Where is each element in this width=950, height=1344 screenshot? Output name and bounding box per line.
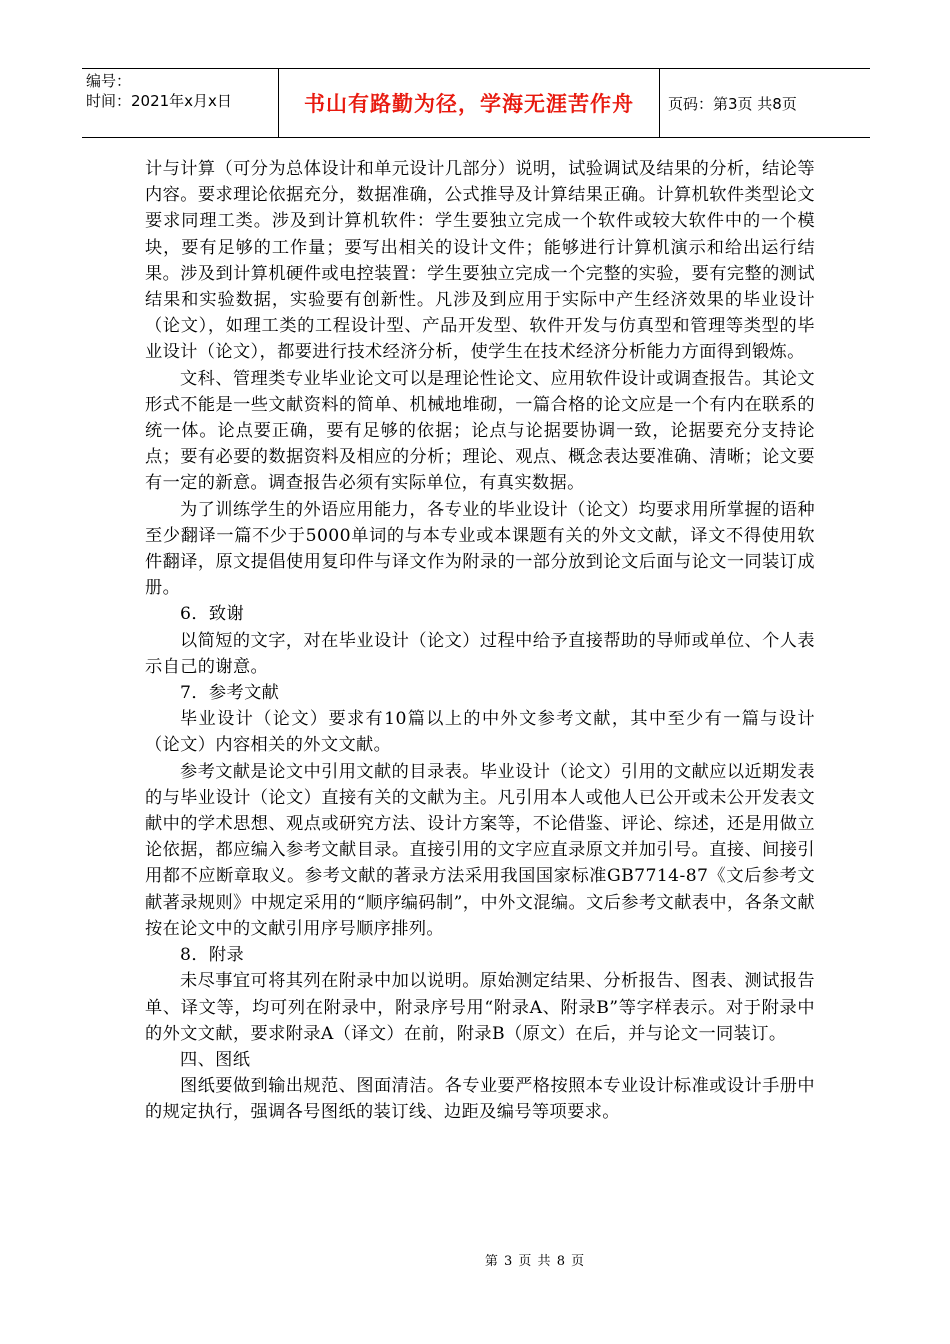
document-date-label: 时间：2021年x月x日 [86,92,232,110]
section-heading-acknowledgement: 6．致谢 [180,604,245,625]
page-footer [0,1250,950,1269]
body-paragraph: 图纸要做到输出规范、图面清洁。各专业要严格按照本专业设计标准或设计手册中的规定执行，强调各号图纸的装订线、边距及编号等项要求。 [145,1076,815,1123]
section-heading-drawings: 四、图纸 [180,1049,251,1070]
body-paragraph: 以简短的文字，对在毕业设计（论文）过程中给予直接帮助的导师或单位、个人表示自己的谢意。 [145,630,815,677]
footer-page-number: 第 3 页 共 8 页 [484,1254,586,1269]
header-page-number: 页码：第3页 共8页 [668,94,797,113]
body-paragraph: 为了训练学生的外语应用能力，各专业的毕业设计（论文）均要求用所掌握的语种至少翻译一篇不少于5000单词的与本专业或本课题有关的外文文献，译文不得使用软件翻译，原文提倡使用复印件与译文作为附录的一部分放到论文后面与论文一同装订成册。 [145,499,815,599]
document-body [145,156,815,1126]
header-meta [82,69,278,137]
page-header [82,68,870,138]
header-page-cell [660,69,870,137]
section-heading-references: 7．参考文献 [180,683,280,704]
body-paragraph: 毕业设计（论文）要求有10篇以上的中外文参考文献，其中至少有一篇与设计（论文）内容相关的外文文献。 [145,709,815,756]
body-paragraph: 参考文献是论文中引用文献的目录表。毕业设计（论文）引用的文献应以近期发表的与毕业设计（论文）直接有关的文献为主。凡引用本人或他人已公开或未公开发表文献中的学术思想、观点或研究方法、设计方案等，不论借鉴、评论、综述，还是用做立论依据，都应编入参考文献目录。直接引用的文字应直录原文并加引号。直接、间接引用都不应断章取义。参考文献的著录方法采用我国国家标准GB7714-87《文后参考文献著录规则》中规定采用的“顺序编码制”，中外文混编。文后参考文献表中，各条文献按在论文中的文献引用序号顺序排列。 [145,761,815,939]
document-number-label: 编号： [86,72,132,90]
header-motto-cell [278,69,660,137]
body-paragraph: 未尽事宜可将其列在附录中加以说明。原始测定结果、分析报告、图表、测试报告单、译文等，均可列在附录中，附录序号用“附录A、附录B”等字样表示。对于附录中的外文文献，要求附录A（译文）在前，附录B（原文）在后，并与论文一同装订。 [145,971,815,1044]
header-motto: 书山有路勤为径，学海无涯苦作舟 [304,92,634,116]
section-heading-appendix: 8．附录 [180,945,245,966]
body-paragraph: 计与计算（可分为总体设计和单元设计几部分）说明，试验调试及结果的分析，结论等内容。要求理论依据充分，数据准确，公式推导及计算结果正确。计算机软件类型论文要求同理工类。涉及到计算机软件：学生要独立完成一个软件或较大软件中的一个模块，要有足够的工作量；要写出相关的设计文件；能够进行计算机演示和给出运行结果。涉及到计算机硬件或电控装置：学生要独立完成一个完整的实验，要有完整的测试结果和实验数据，实验要有创新性。凡涉及到应用于实际中产生经济效果的毕业设计（论文），如理工类的工程设计型、产品开发型、软件开发与仿真型和管理等类型的毕业设计（论文），都要进行技术经济分析，使学生在技术经济分析能力方面得到锻炼。 [145,159,815,363]
body-paragraph: 文科、管理类专业毕业论文可以是理论性论文、应用软件设计或调查报告。其论文形式不能是一些文献资料的简单、机械地堆砌，一篇合格的论文应是一个有内在联系的统一体。论点要正确，要有足够的依据；论点与论据要协调一致，论据要充分支持论点；要有必要的数据资料及相应的分析；理论、观点、概念表达要准确、清晰；论文要有一定的新意。调查报告必须有实际单位，有真实数据。 [145,368,815,494]
